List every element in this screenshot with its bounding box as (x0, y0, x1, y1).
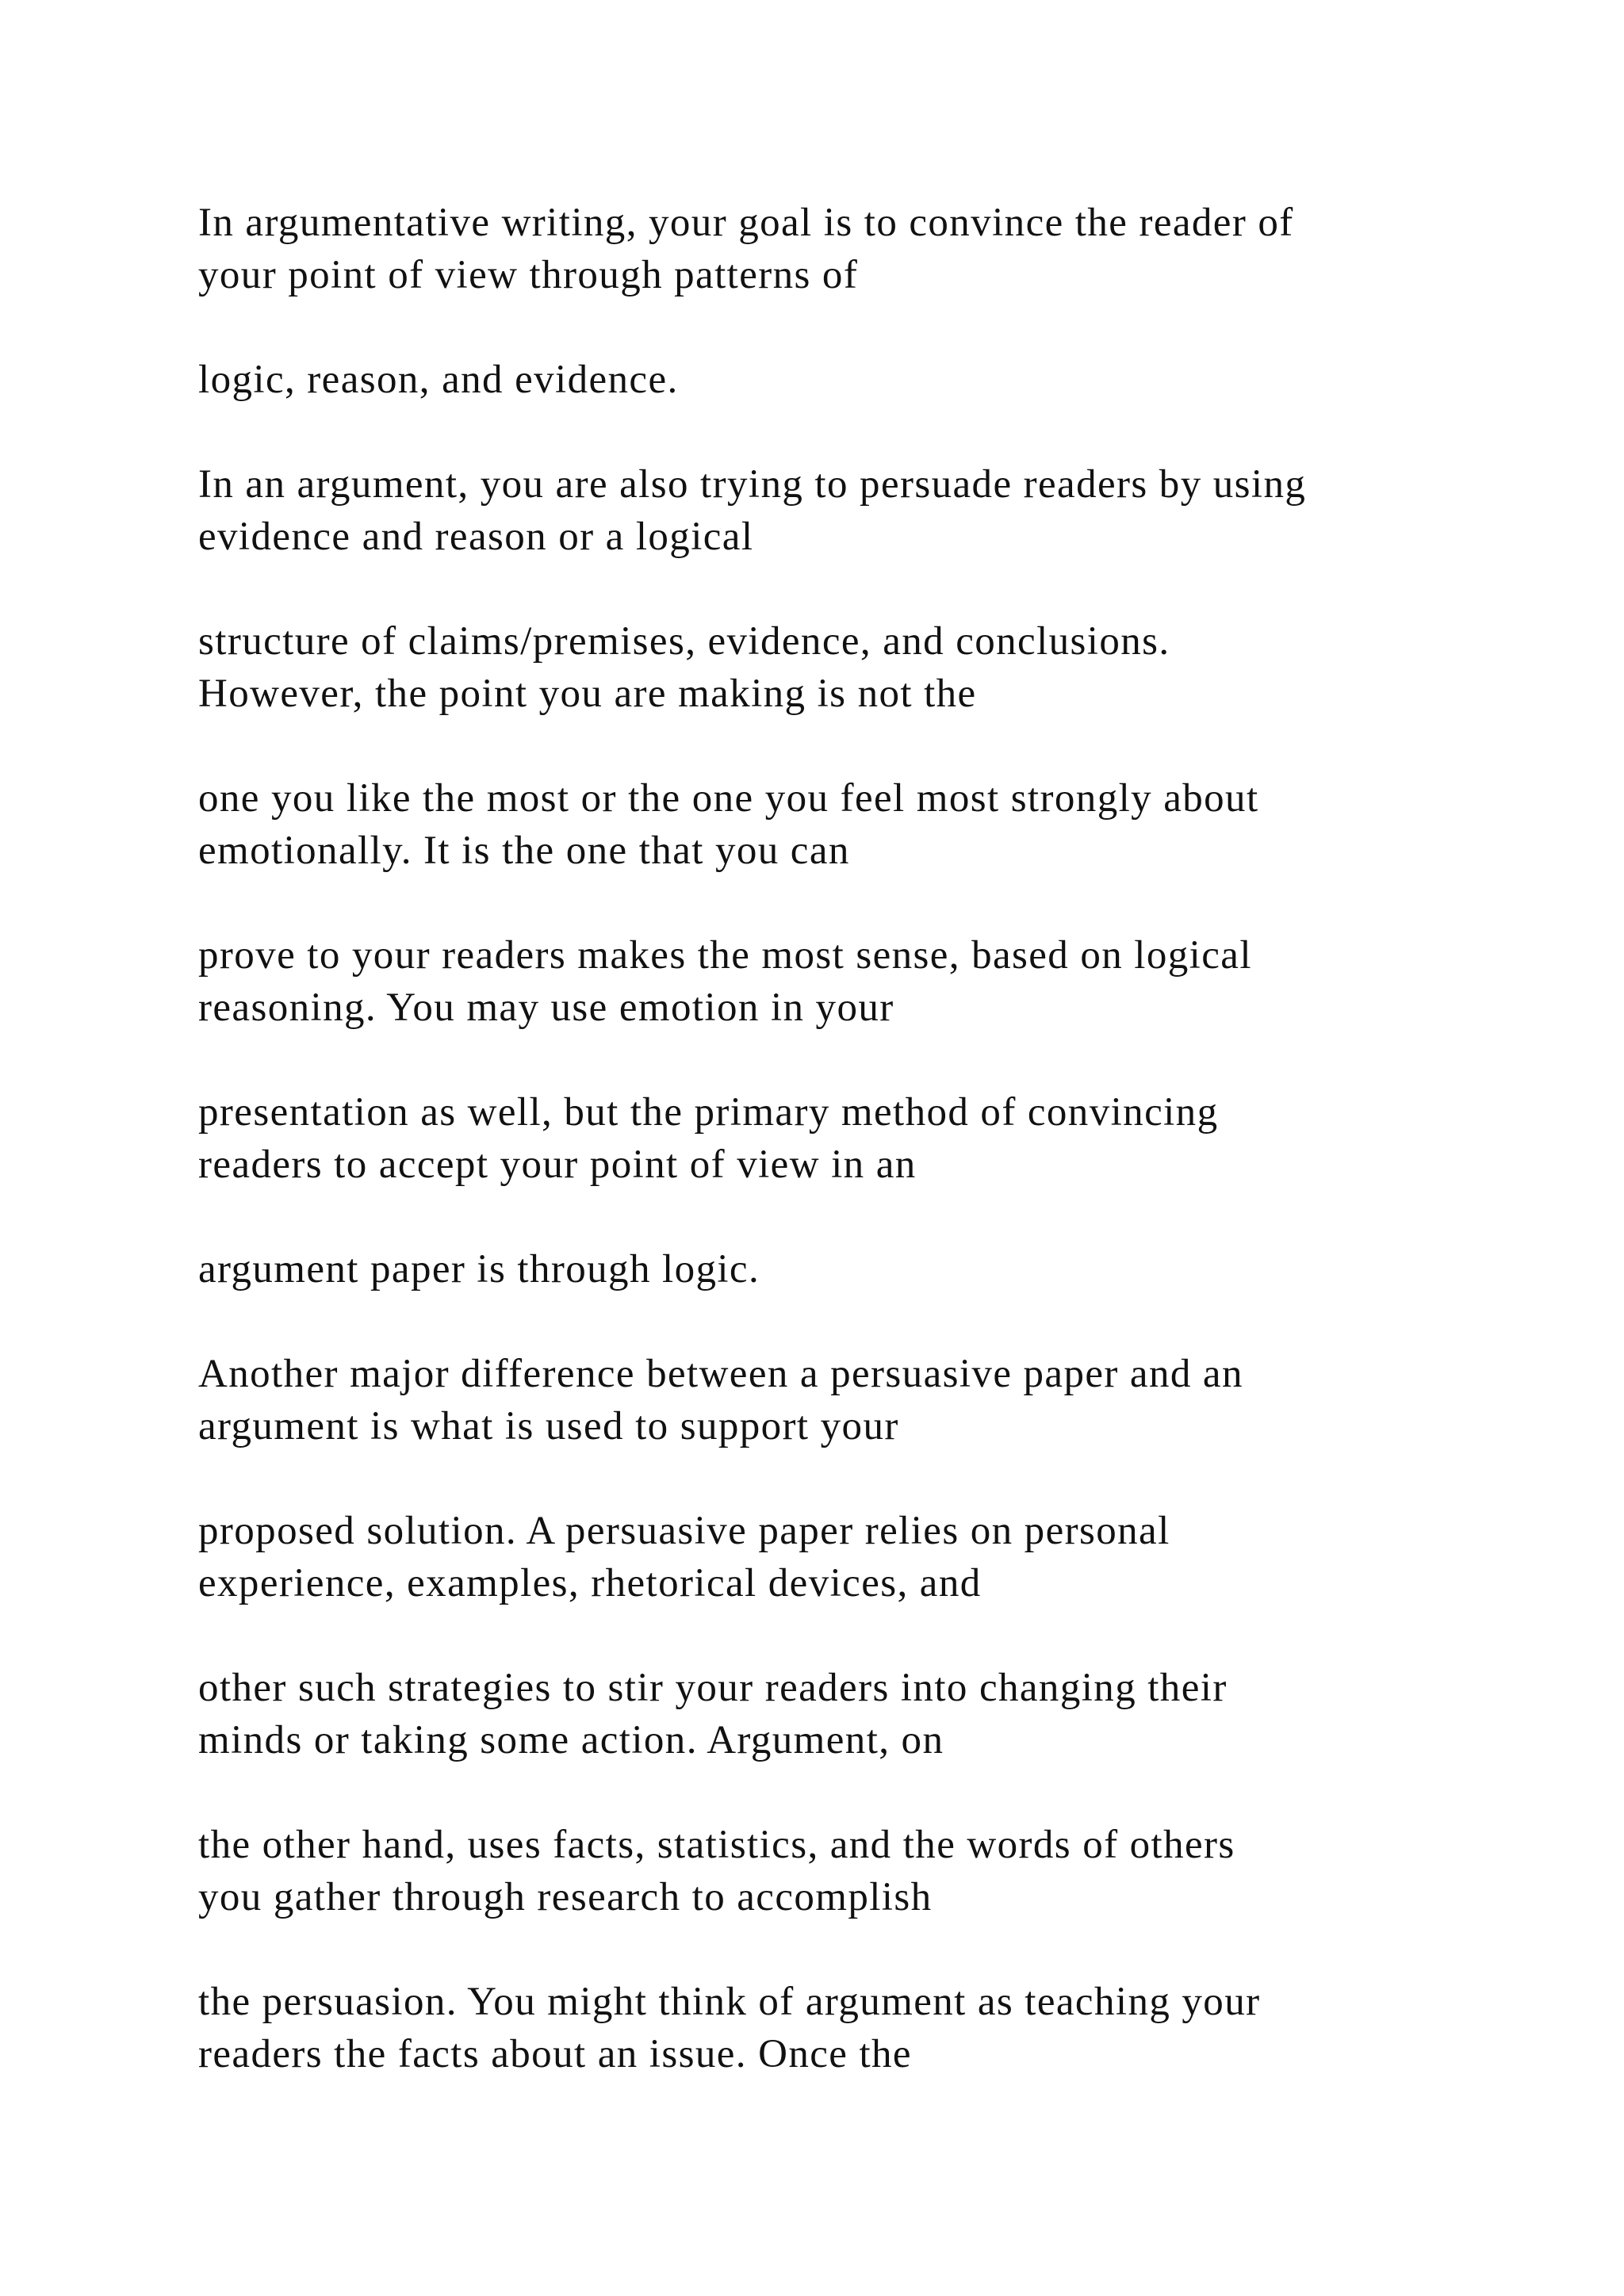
text-line: reasoning. You may use emotion in your (198, 985, 894, 1030)
text-line: readers the facts about an issue. Once the (198, 2032, 912, 2076)
text-line: you gather through research to accomplish (198, 1875, 933, 1919)
paragraph (198, 1505, 1499, 1609)
paragraph (198, 1086, 1499, 1191)
text-line: experience, examples, rhetorical devices, and (198, 1561, 982, 1605)
text-line: presentation as well, but the primary method of convincing (198, 1090, 1219, 1135)
text-line: In argumentative writing, your goal is to convince the reader of (198, 201, 1294, 245)
paragraph (198, 1819, 1499, 1923)
text-line: prove to your readers makes the most sense, based on logical (198, 933, 1252, 978)
text-line: Another major difference between a persuasive paper and an (198, 1352, 1243, 1396)
text-line: In an argument, you are also trying to persuade readers by using (198, 462, 1307, 507)
document-body (198, 197, 1499, 2133)
paragraph (198, 354, 1499, 406)
text-line: emotionally. It is the one that you can (198, 828, 850, 873)
text-line: argument is what is used to support your (198, 1404, 899, 1448)
paragraph (198, 1976, 1499, 2080)
paragraph (198, 615, 1499, 720)
paragraph (198, 1348, 1499, 1452)
text-line: logic, reason, and evidence. (198, 358, 679, 402)
text-line: structure of claims/premises, evidence, and conclusions. (198, 619, 1170, 664)
text-line: argument paper is through logic. (198, 1247, 760, 1292)
paragraph (198, 458, 1499, 563)
paragraph (198, 1662, 1499, 1766)
text-line: minds or taking some action. Argument, on (198, 1718, 944, 1762)
text-line: However, the point you are making is not the (198, 672, 977, 716)
paragraph (198, 197, 1499, 301)
text-line: readers to accept your point of view in an (198, 1142, 917, 1187)
text-line: other such strategies to stir your readers into changing their (198, 1666, 1228, 1710)
text-line: the persuasion. You might think of argument as teaching your (198, 1980, 1261, 2024)
text-line: the other hand, uses facts, statistics, and the words of others (198, 1823, 1235, 1867)
text-line: one you like the most or the one you feel most strongly about (198, 776, 1259, 821)
text-line: evidence and reason or a logical (198, 515, 754, 559)
paragraph (198, 929, 1499, 1034)
text-line: your point of view through patterns of (198, 253, 859, 297)
paragraph (198, 1243, 1499, 1295)
paragraph (198, 772, 1499, 877)
text-line: proposed solution. A persuasive paper relies on personal (198, 1509, 1170, 1553)
